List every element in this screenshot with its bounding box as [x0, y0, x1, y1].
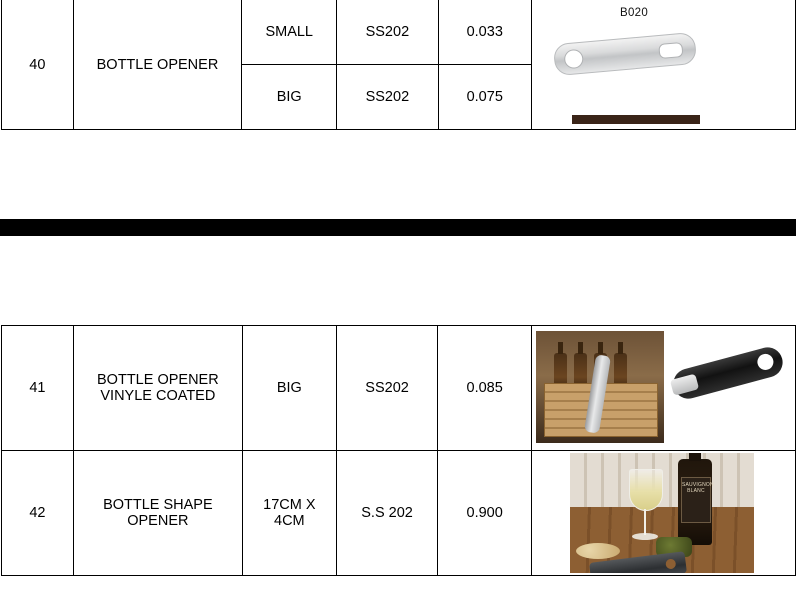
wine-table-photo — [570, 453, 754, 573]
cell-size: BIG — [242, 65, 337, 130]
size-line1: 17CM X — [263, 497, 316, 513]
flat-bar-opener-photo — [536, 2, 791, 124]
cell-material: SS202 — [337, 0, 438, 65]
product-photo-vinyl-opener — [536, 328, 791, 448]
cell-size: SMALL — [242, 0, 337, 65]
glass-foot — [632, 533, 658, 540]
opener-notch — [658, 42, 683, 59]
glass-stem — [644, 509, 646, 535]
cell-product-image — [531, 326, 795, 451]
product-name-line1: BOTTLE SHAPE — [103, 497, 213, 513]
cell-weight: 0.085 — [438, 326, 532, 451]
cell-product-image — [531, 0, 795, 130]
glass-bowl — [629, 469, 663, 511]
wine-label-text: SAUVIGNON BLANC — [681, 482, 714, 494]
wine-glass — [625, 469, 665, 545]
opener-hole — [756, 352, 776, 372]
product-photo-b020 — [536, 2, 791, 127]
bar-opener-graphic — [553, 32, 697, 76]
product-name-line2: OPENER — [127, 513, 189, 529]
vinyl-coated-opener-graphic — [670, 344, 786, 402]
vinyl-opener-photo — [664, 328, 791, 448]
wine-bottle — [678, 459, 712, 545]
cell-size — [242, 451, 336, 576]
cell-product-name — [73, 326, 242, 451]
opener-hole — [665, 558, 676, 569]
product-name-line1: BOTTLE OPENER — [97, 372, 219, 388]
product-table-bottom — [1, 325, 796, 576]
cell-material: S.S 202 — [336, 451, 438, 576]
crate-bottles-photo — [536, 331, 664, 443]
cell-weight: 0.075 — [438, 65, 531, 130]
cell-material: SS202 — [337, 65, 438, 130]
table-row — [2, 451, 796, 576]
cell-size: BIG — [242, 326, 336, 451]
opener-tip — [670, 374, 699, 396]
product-photo-bottle-shape-opener — [536, 453, 791, 573]
clipped-photo-strip — [572, 115, 700, 124]
cell-product-name — [73, 451, 242, 576]
cell-weight: 0.900 — [438, 451, 532, 576]
size-line2: 4CM — [274, 513, 305, 529]
product-name-line2: VINYLE COATED — [100, 388, 216, 404]
opener-hole — [563, 49, 584, 70]
cell-item-no: 42 — [2, 451, 74, 576]
wine-bottle-label — [681, 477, 714, 523]
section-separator-bar — [0, 219, 796, 236]
cell-item-no: 41 — [2, 326, 74, 451]
photo-pair — [536, 328, 791, 448]
cell-product-image — [531, 451, 795, 576]
table-row — [2, 326, 796, 451]
table-row — [2, 0, 796, 65]
cell-item-no: 40 — [2, 0, 74, 130]
snack-plate — [576, 543, 620, 559]
cell-material: SS202 — [336, 326, 438, 451]
product-table-top — [1, 0, 796, 130]
cell-weight: 0.033 — [438, 0, 531, 65]
image-code-label: B020 — [619, 7, 649, 19]
cell-product-name: BOTTLE OPENER — [73, 0, 242, 130]
